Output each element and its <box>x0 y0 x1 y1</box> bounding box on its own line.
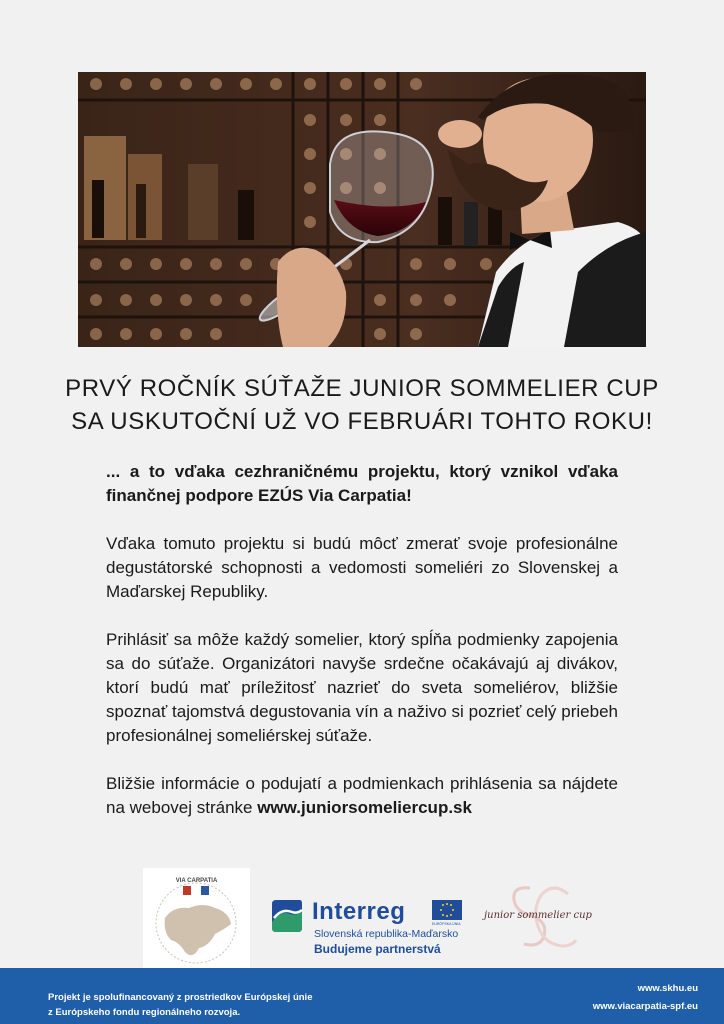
paragraph-1: Vďaka tomuto projektu si budú môcť zmerať svoje profesionálne degustátorské schopnosti a vedomosti someliéri zo Slovenskej a Maďarskej Republiky. <box>106 534 618 601</box>
interreg-slogan: Budujeme partnerstvá <box>314 942 441 956</box>
article-body <box>106 460 618 844</box>
paragraph-3 <box>106 772 618 820</box>
interreg-icon <box>270 898 304 934</box>
partner-logos <box>0 866 724 966</box>
footer-link-viacarpatia[interactable]: www.viacarpatia-spf.eu <box>592 1001 698 1012</box>
footer-links <box>593 980 698 1016</box>
funding-note <box>48 990 312 1020</box>
headline-line-1: PRVÝ ROČNÍK SÚŤAŽE JUNIOR SOMMELIER CUP <box>65 375 659 402</box>
junior-sommelier-cup-text: junior sommelier cup <box>484 910 592 921</box>
funding-line-2: z Európskeho fondu regionálneho rozvoja. <box>48 1007 241 1018</box>
junior-sommelier-cup-logo <box>482 880 592 955</box>
intro-paragraph: ... a to vďaka cezhraničnému projektu, ktorý vznikol vďaka finančnej podpore EZÚS Via Carpatia! <box>106 462 618 505</box>
headline-line-2: SA USKUTOČNÍ UŽ VO FEBRUÁRI TOHTO ROKU! <box>71 408 653 435</box>
eu-label: EURÓPSKA ÚNIA <box>432 922 461 926</box>
via-carpatia-logo <box>143 868 250 968</box>
funding-line-1: Projekt je spolufinancovaný z prostriedkov Európskej únie <box>48 992 313 1003</box>
paragraph-2: Prihlásiť sa môže každý somelier, ktorý spĺňa podmienky zapojenia sa do súťaže. Organizátori navyše srdečne očakávajú aj divákov, ktorí budú mať príležitosť nazrieť do sveta someliérov, bližšie spoznať tajomstvá degustovania vín a naživo si pozrieť celý priebeh profesionálnej someliérskej súťaže. <box>106 630 618 745</box>
footer-link-skhu[interactable]: www.skhu.eu <box>637 983 698 994</box>
paragraph-3-text: Bližšie informácie o podujatí a podmienkach prihlásenia sa nájdete na webovej stránke <box>106 774 618 817</box>
via-carpatia-title: VIA CARPATIA <box>175 878 218 884</box>
eu-flag-icon <box>432 900 462 920</box>
footer <box>0 968 724 1024</box>
headline <box>40 372 684 438</box>
interreg-name: Interreg <box>312 898 406 925</box>
website-link[interactable]: www.juniorsomeliercup.sk <box>257 798 472 817</box>
interreg-logo <box>270 896 465 960</box>
sommelier-photo <box>78 72 646 347</box>
interreg-program: Slovenská republika-Maďarsko <box>314 928 459 940</box>
